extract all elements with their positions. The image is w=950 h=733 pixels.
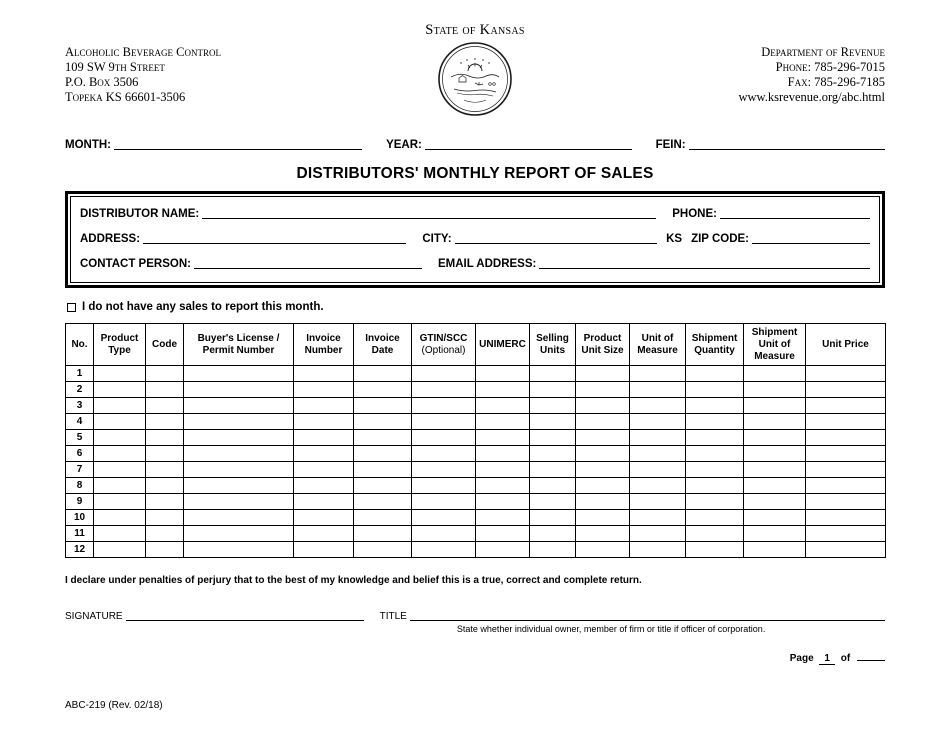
sales-cell-empty[interactable] — [294, 542, 354, 558]
address-input-line[interactable] — [143, 243, 406, 244]
title-input-line[interactable] — [410, 620, 885, 621]
sales-cell-empty[interactable] — [412, 430, 476, 446]
sales-cell-empty[interactable] — [576, 494, 630, 510]
sales-cell-empty[interactable] — [686, 414, 744, 430]
sales-cell-empty[interactable] — [806, 398, 886, 414]
sales-table-row — [66, 366, 886, 382]
agency-street: 109 SW 9th Street — [65, 60, 165, 74]
sales-cell-empty[interactable] — [630, 494, 686, 510]
sales-cell-empty[interactable] — [744, 446, 806, 462]
sales-cell-empty[interactable] — [686, 430, 744, 446]
sales-cell-empty[interactable] — [146, 526, 184, 542]
sales-cell-empty[interactable] — [576, 430, 630, 446]
city-label: CITY: — [422, 233, 452, 245]
sales-table-row — [66, 526, 886, 542]
sales-cell-empty[interactable] — [530, 542, 576, 558]
agency-name: Alcoholic Beverage Control — [65, 45, 221, 59]
sales-cell-empty[interactable] — [294, 446, 354, 462]
distributor-name-line[interactable] — [202, 218, 656, 219]
sales-cell-empty[interactable] — [476, 526, 530, 542]
sales-cell-empty[interactable] — [94, 414, 146, 430]
sales-cell-empty[interactable] — [686, 366, 744, 382]
department-website: www.ksrevenue.org/abc.html — [738, 90, 885, 104]
sales-table-row — [66, 510, 886, 526]
sales-cell-empty[interactable] — [94, 542, 146, 558]
sales-cell-empty[interactable] — [576, 478, 630, 494]
sales-cell-empty[interactable] — [94, 446, 146, 462]
sales-cell-empty[interactable] — [294, 430, 354, 446]
sales-table-header-row — [66, 324, 886, 366]
column-header-invoice-number: Invoice Number — [294, 324, 354, 366]
sales-cell-empty[interactable] — [530, 398, 576, 414]
agency-city-state-zip: Topeka KS 66601-3506 — [65, 90, 186, 104]
sales-cell-empty[interactable] — [806, 494, 886, 510]
sales-cell-empty[interactable] — [744, 462, 806, 478]
sales-cell-empty[interactable] — [576, 510, 630, 526]
sales-cell-empty[interactable] — [294, 510, 354, 526]
month-label: MONTH: — [65, 139, 111, 151]
sales-cell-empty[interactable] — [686, 478, 744, 494]
sales-table-row — [66, 382, 886, 398]
no-sales-row — [67, 301, 885, 313]
sales-table-row — [66, 462, 886, 478]
sales-cell-empty[interactable] — [630, 542, 686, 558]
zip-code-input-line[interactable] — [752, 243, 870, 244]
sales-cell-empty[interactable] — [630, 478, 686, 494]
sales-cell-empty[interactable] — [412, 510, 476, 526]
sales-cell-empty[interactable] — [686, 494, 744, 510]
sales-cell-empty[interactable] — [354, 478, 412, 494]
of-label: of — [840, 653, 851, 665]
sales-cell-empty[interactable] — [744, 510, 806, 526]
meta-fields-row — [65, 138, 885, 152]
sales-cell-empty[interactable] — [146, 398, 184, 414]
sales-cell-empty[interactable] — [530, 366, 576, 382]
sales-cell-empty[interactable] — [576, 414, 630, 430]
sales-cell-empty[interactable] — [530, 462, 576, 478]
fein-input-line[interactable] — [689, 149, 885, 150]
sales-cell-empty[interactable] — [576, 366, 630, 382]
sales-cell-empty[interactable] — [530, 510, 576, 526]
sales-cell-empty[interactable] — [146, 478, 184, 494]
sales-cell-empty[interactable] — [576, 462, 630, 478]
column-header-unimerc: UNIMERC — [476, 324, 530, 366]
distributor-info-box — [65, 191, 885, 288]
sales-cell-empty[interactable] — [354, 366, 412, 382]
sales-cell-empty[interactable] — [744, 382, 806, 398]
state-title: State of Kansas — [425, 22, 525, 38]
sales-cell-empty[interactable] — [686, 526, 744, 542]
sales-cell-empty[interactable] — [354, 398, 412, 414]
row-number: 6 — [66, 446, 94, 462]
sales-cell-empty[interactable] — [184, 542, 294, 558]
sales-cell-empty[interactable] — [476, 478, 530, 494]
distributor-contact-row — [80, 257, 870, 271]
sales-cell-empty[interactable] — [94, 478, 146, 494]
column-header-code: Code — [146, 324, 184, 366]
column-header-unit-price: Unit Price — [806, 324, 886, 366]
sales-cell-empty[interactable] — [806, 462, 886, 478]
signature-input-line[interactable] — [126, 620, 364, 621]
sales-cell-empty[interactable] — [146, 414, 184, 430]
sales-table-row — [66, 494, 886, 510]
distributor-name-row — [80, 207, 870, 221]
sales-cell-empty[interactable] — [630, 462, 686, 478]
sales-cell-empty[interactable] — [576, 382, 630, 398]
department-contact-block — [575, 45, 885, 105]
agency-po-box: P.O. Box 3506 — [65, 75, 139, 89]
sales-cell-empty[interactable] — [744, 430, 806, 446]
sales-cell-empty[interactable] — [630, 398, 686, 414]
sales-cell-empty[interactable] — [530, 414, 576, 430]
row-number: 9 — [66, 494, 94, 510]
department-fax: Fax: 785-296-7185 — [787, 75, 885, 89]
row-number: 10 — [66, 510, 94, 526]
sales-cell-empty[interactable] — [686, 382, 744, 398]
gtin-main-label: GTIN/SCC — [419, 332, 468, 344]
sales-cell-empty[interactable] — [806, 446, 886, 462]
sales-cell-empty[interactable] — [744, 494, 806, 510]
sales-table — [65, 323, 886, 558]
sales-cell-empty[interactable] — [184, 478, 294, 494]
title-label: TITLE — [379, 611, 407, 623]
sales-cell-empty[interactable] — [744, 478, 806, 494]
sales-cell-empty[interactable] — [744, 526, 806, 542]
sales-cell-empty[interactable] — [476, 462, 530, 478]
zip-code-label: ZIP CODE: — [691, 233, 749, 245]
page-label: Page — [789, 653, 814, 665]
page-number: 1 — [819, 653, 835, 665]
form-number: ABC-219 (Rev. 02/18) — [65, 700, 163, 711]
sales-cell-empty[interactable] — [294, 494, 354, 510]
sales-cell-empty[interactable] — [412, 478, 476, 494]
sales-cell-empty[interactable] — [354, 494, 412, 510]
sales-cell-empty[interactable] — [686, 542, 744, 558]
sales-cell-empty[interactable] — [94, 366, 146, 382]
sales-table-row — [66, 478, 886, 494]
sales-cell-empty[interactable] — [294, 382, 354, 398]
sales-cell-empty[interactable] — [476, 398, 530, 414]
distributor-name-label: DISTRIBUTOR NAME: — [80, 208, 200, 220]
sales-cell-empty[interactable] — [354, 542, 412, 558]
signature-row — [65, 610, 885, 635]
sales-cell-empty[interactable] — [94, 462, 146, 478]
sales-table-body — [66, 366, 886, 558]
sales-cell-empty[interactable] — [476, 382, 530, 398]
sales-cell-empty[interactable] — [354, 382, 412, 398]
sales-cell-empty[interactable] — [146, 494, 184, 510]
sales-cell-empty[interactable] — [354, 526, 412, 542]
sales-cell-empty[interactable] — [576, 398, 630, 414]
form-title: DISTRIBUTORS' MONTHLY REPORT OF SALES — [296, 165, 654, 182]
sales-cell-empty[interactable] — [576, 446, 630, 462]
sales-cell-empty[interactable] — [94, 510, 146, 526]
sales-cell-empty[interactable] — [354, 446, 412, 462]
sales-cell-empty[interactable] — [530, 526, 576, 542]
sales-cell-empty[interactable] — [744, 414, 806, 430]
row-number: 5 — [66, 430, 94, 446]
sales-cell-empty[interactable] — [686, 398, 744, 414]
month-input-line[interactable] — [114, 149, 362, 150]
sales-cell-empty[interactable] — [184, 382, 294, 398]
sales-cell-empty[interactable] — [94, 430, 146, 446]
row-number: 8 — [66, 478, 94, 494]
row-number: 11 — [66, 526, 94, 542]
column-header-selling-units: Selling Units — [530, 324, 576, 366]
phone-label: PHONE: — [672, 208, 717, 220]
sales-cell-empty[interactable] — [476, 542, 530, 558]
sales-cell-empty[interactable] — [530, 478, 576, 494]
sales-cell-empty[interactable] — [630, 430, 686, 446]
sales-cell-empty[interactable] — [806, 510, 886, 526]
column-header-unit-of-measure: Unit of Measure — [630, 324, 686, 366]
sales-cell-empty[interactable] — [806, 542, 886, 558]
email-address-label: EMAIL ADDRESS: — [437, 258, 537, 270]
column-header-shipment-unit-of-measure: Shipment Unit of Measure — [744, 324, 806, 366]
column-header-buyers-license: Buyer's License / Permit Number — [184, 324, 294, 366]
letterhead — [65, 45, 885, 122]
sales-cell-empty[interactable] — [184, 414, 294, 430]
sales-cell-empty[interactable] — [412, 494, 476, 510]
sales-cell-empty[interactable] — [412, 446, 476, 462]
sales-cell-empty[interactable] — [630, 446, 686, 462]
sales-table-row — [66, 398, 886, 414]
column-header-product-type: Product Type — [94, 324, 146, 366]
sales-cell-empty[interactable] — [686, 462, 744, 478]
sales-table-row — [66, 430, 886, 446]
contact-person-input-line[interactable] — [194, 268, 422, 269]
sales-cell-empty[interactable] — [146, 430, 184, 446]
sales-table-row — [66, 414, 886, 430]
sales-cell-empty[interactable] — [806, 430, 886, 446]
column-header-shipment-quantity: Shipment Quantity — [686, 324, 744, 366]
row-number: 4 — [66, 414, 94, 430]
sales-cell-empty[interactable] — [412, 366, 476, 382]
sales-cell-empty[interactable] — [576, 526, 630, 542]
address-label: ADDRESS: — [80, 233, 141, 245]
no-sales-checkbox[interactable] — [67, 303, 76, 312]
year-label: YEAR: — [386, 139, 422, 151]
perjury-declaration: I declare under penalties of perjury that to the best of my knowledge and belief this is a true, correct and complete return. — [65, 575, 642, 587]
pagination — [65, 653, 885, 664]
sales-cell-empty[interactable] — [354, 510, 412, 526]
sales-cell-empty[interactable] — [476, 494, 530, 510]
sales-cell-empty[interactable] — [412, 462, 476, 478]
sales-cell-empty[interactable] — [530, 494, 576, 510]
state-abbr: KS — [666, 233, 683, 245]
fein-label: FEIN: — [655, 139, 686, 151]
agency-address-block — [65, 45, 375, 105]
department-name: Department of Revenue — [761, 45, 885, 59]
sales-cell-empty[interactable] — [412, 382, 476, 398]
sales-cell-empty[interactable] — [184, 366, 294, 382]
sales-cell-empty[interactable] — [94, 382, 146, 398]
sales-cell-empty[interactable] — [294, 366, 354, 382]
page-total-input-line[interactable] — [857, 660, 885, 661]
row-number: 12 — [66, 542, 94, 558]
sales-cell-empty[interactable] — [806, 414, 886, 430]
sales-cell-empty[interactable] — [354, 414, 412, 430]
kansas-state-seal-icon — [436, 41, 514, 122]
column-header-invoice-date: Invoice Date — [354, 324, 412, 366]
sales-cell-empty[interactable] — [184, 526, 294, 542]
gtin-optional-label: (Optional) — [421, 344, 466, 356]
sales-cell-empty[interactable] — [146, 366, 184, 382]
sales-table-row — [66, 446, 886, 462]
sales-cell-empty[interactable] — [530, 446, 576, 462]
sales-cell-empty[interactable] — [94, 494, 146, 510]
column-header-product-unit-size: Product Unit Size — [576, 324, 630, 366]
column-header-gtin-scc — [412, 324, 476, 366]
sales-cell-empty[interactable] — [294, 462, 354, 478]
contact-person-label: CONTACT PERSON: — [80, 258, 191, 270]
sales-cell-empty[interactable] — [630, 510, 686, 526]
sales-cell-empty[interactable] — [146, 510, 184, 526]
row-number: 1 — [66, 366, 94, 382]
sales-cell-empty[interactable] — [630, 526, 686, 542]
email-address-input-line[interactable] — [539, 268, 870, 269]
sales-cell-empty[interactable] — [146, 462, 184, 478]
year-input-line[interactable] — [425, 149, 632, 150]
signature-label: SIGNATURE — [65, 611, 123, 623]
sales-cell-empty[interactable] — [184, 462, 294, 478]
sales-cell-empty[interactable] — [476, 430, 530, 446]
sales-cell-empty[interactable] — [146, 382, 184, 398]
sales-cell-empty[interactable] — [686, 446, 744, 462]
distributor-address-row — [80, 232, 870, 246]
sales-cell-empty[interactable] — [686, 510, 744, 526]
sales-cell-empty[interactable] — [630, 382, 686, 398]
sales-cell-empty[interactable] — [806, 526, 886, 542]
sales-cell-empty[interactable] — [744, 398, 806, 414]
sales-cell-empty[interactable] — [744, 366, 806, 382]
sales-cell-empty[interactable] — [94, 526, 146, 542]
sales-cell-empty[interactable] — [476, 510, 530, 526]
sales-cell-empty[interactable] — [412, 526, 476, 542]
sales-cell-empty[interactable] — [184, 446, 294, 462]
sales-cell-empty[interactable] — [806, 382, 886, 398]
row-number: 7 — [66, 462, 94, 478]
row-number: 2 — [66, 382, 94, 398]
sales-cell-empty[interactable] — [294, 414, 354, 430]
sales-cell-empty[interactable] — [630, 414, 686, 430]
sales-cell-empty[interactable] — [476, 366, 530, 382]
sales-cell-empty[interactable] — [530, 382, 576, 398]
sales-cell-empty[interactable] — [146, 542, 184, 558]
sales-cell-empty[interactable] — [294, 526, 354, 542]
sales-cell-empty[interactable] — [806, 478, 886, 494]
city-input-line[interactable] — [455, 243, 658, 244]
sales-cell-empty[interactable] — [476, 414, 530, 430]
sales-cell-empty[interactable] — [530, 430, 576, 446]
sales-cell-empty[interactable] — [184, 430, 294, 446]
sales-cell-empty[interactable] — [146, 446, 184, 462]
sales-cell-empty[interactable] — [354, 462, 412, 478]
sales-table-row — [66, 542, 886, 558]
sales-cell-empty[interactable] — [294, 478, 354, 494]
sales-cell-empty[interactable] — [412, 414, 476, 430]
sales-cell-empty[interactable] — [576, 542, 630, 558]
sales-cell-empty[interactable] — [184, 398, 294, 414]
sales-cell-empty[interactable] — [476, 446, 530, 462]
phone-input-line[interactable] — [720, 218, 870, 219]
sales-cell-empty[interactable] — [744, 542, 806, 558]
sales-cell-empty[interactable] — [806, 366, 886, 382]
sales-cell-empty[interactable] — [354, 430, 412, 446]
department-phone: Phone: 785-296-7015 — [775, 60, 885, 74]
title-note: State whether individual owner, member of firm or title if officer of corporation. — [456, 624, 766, 635]
sales-cell-empty[interactable] — [412, 542, 476, 558]
sales-cell-empty[interactable] — [184, 494, 294, 510]
sales-cell-empty[interactable] — [184, 510, 294, 526]
sales-cell-empty[interactable] — [294, 398, 354, 414]
sales-cell-empty[interactable] — [94, 398, 146, 414]
sales-cell-empty[interactable] — [630, 366, 686, 382]
sales-cell-empty[interactable] — [412, 398, 476, 414]
column-header-no: No. — [66, 324, 94, 366]
row-number: 3 — [66, 398, 94, 414]
no-sales-label: I do not have any sales to report this month. — [82, 301, 324, 313]
